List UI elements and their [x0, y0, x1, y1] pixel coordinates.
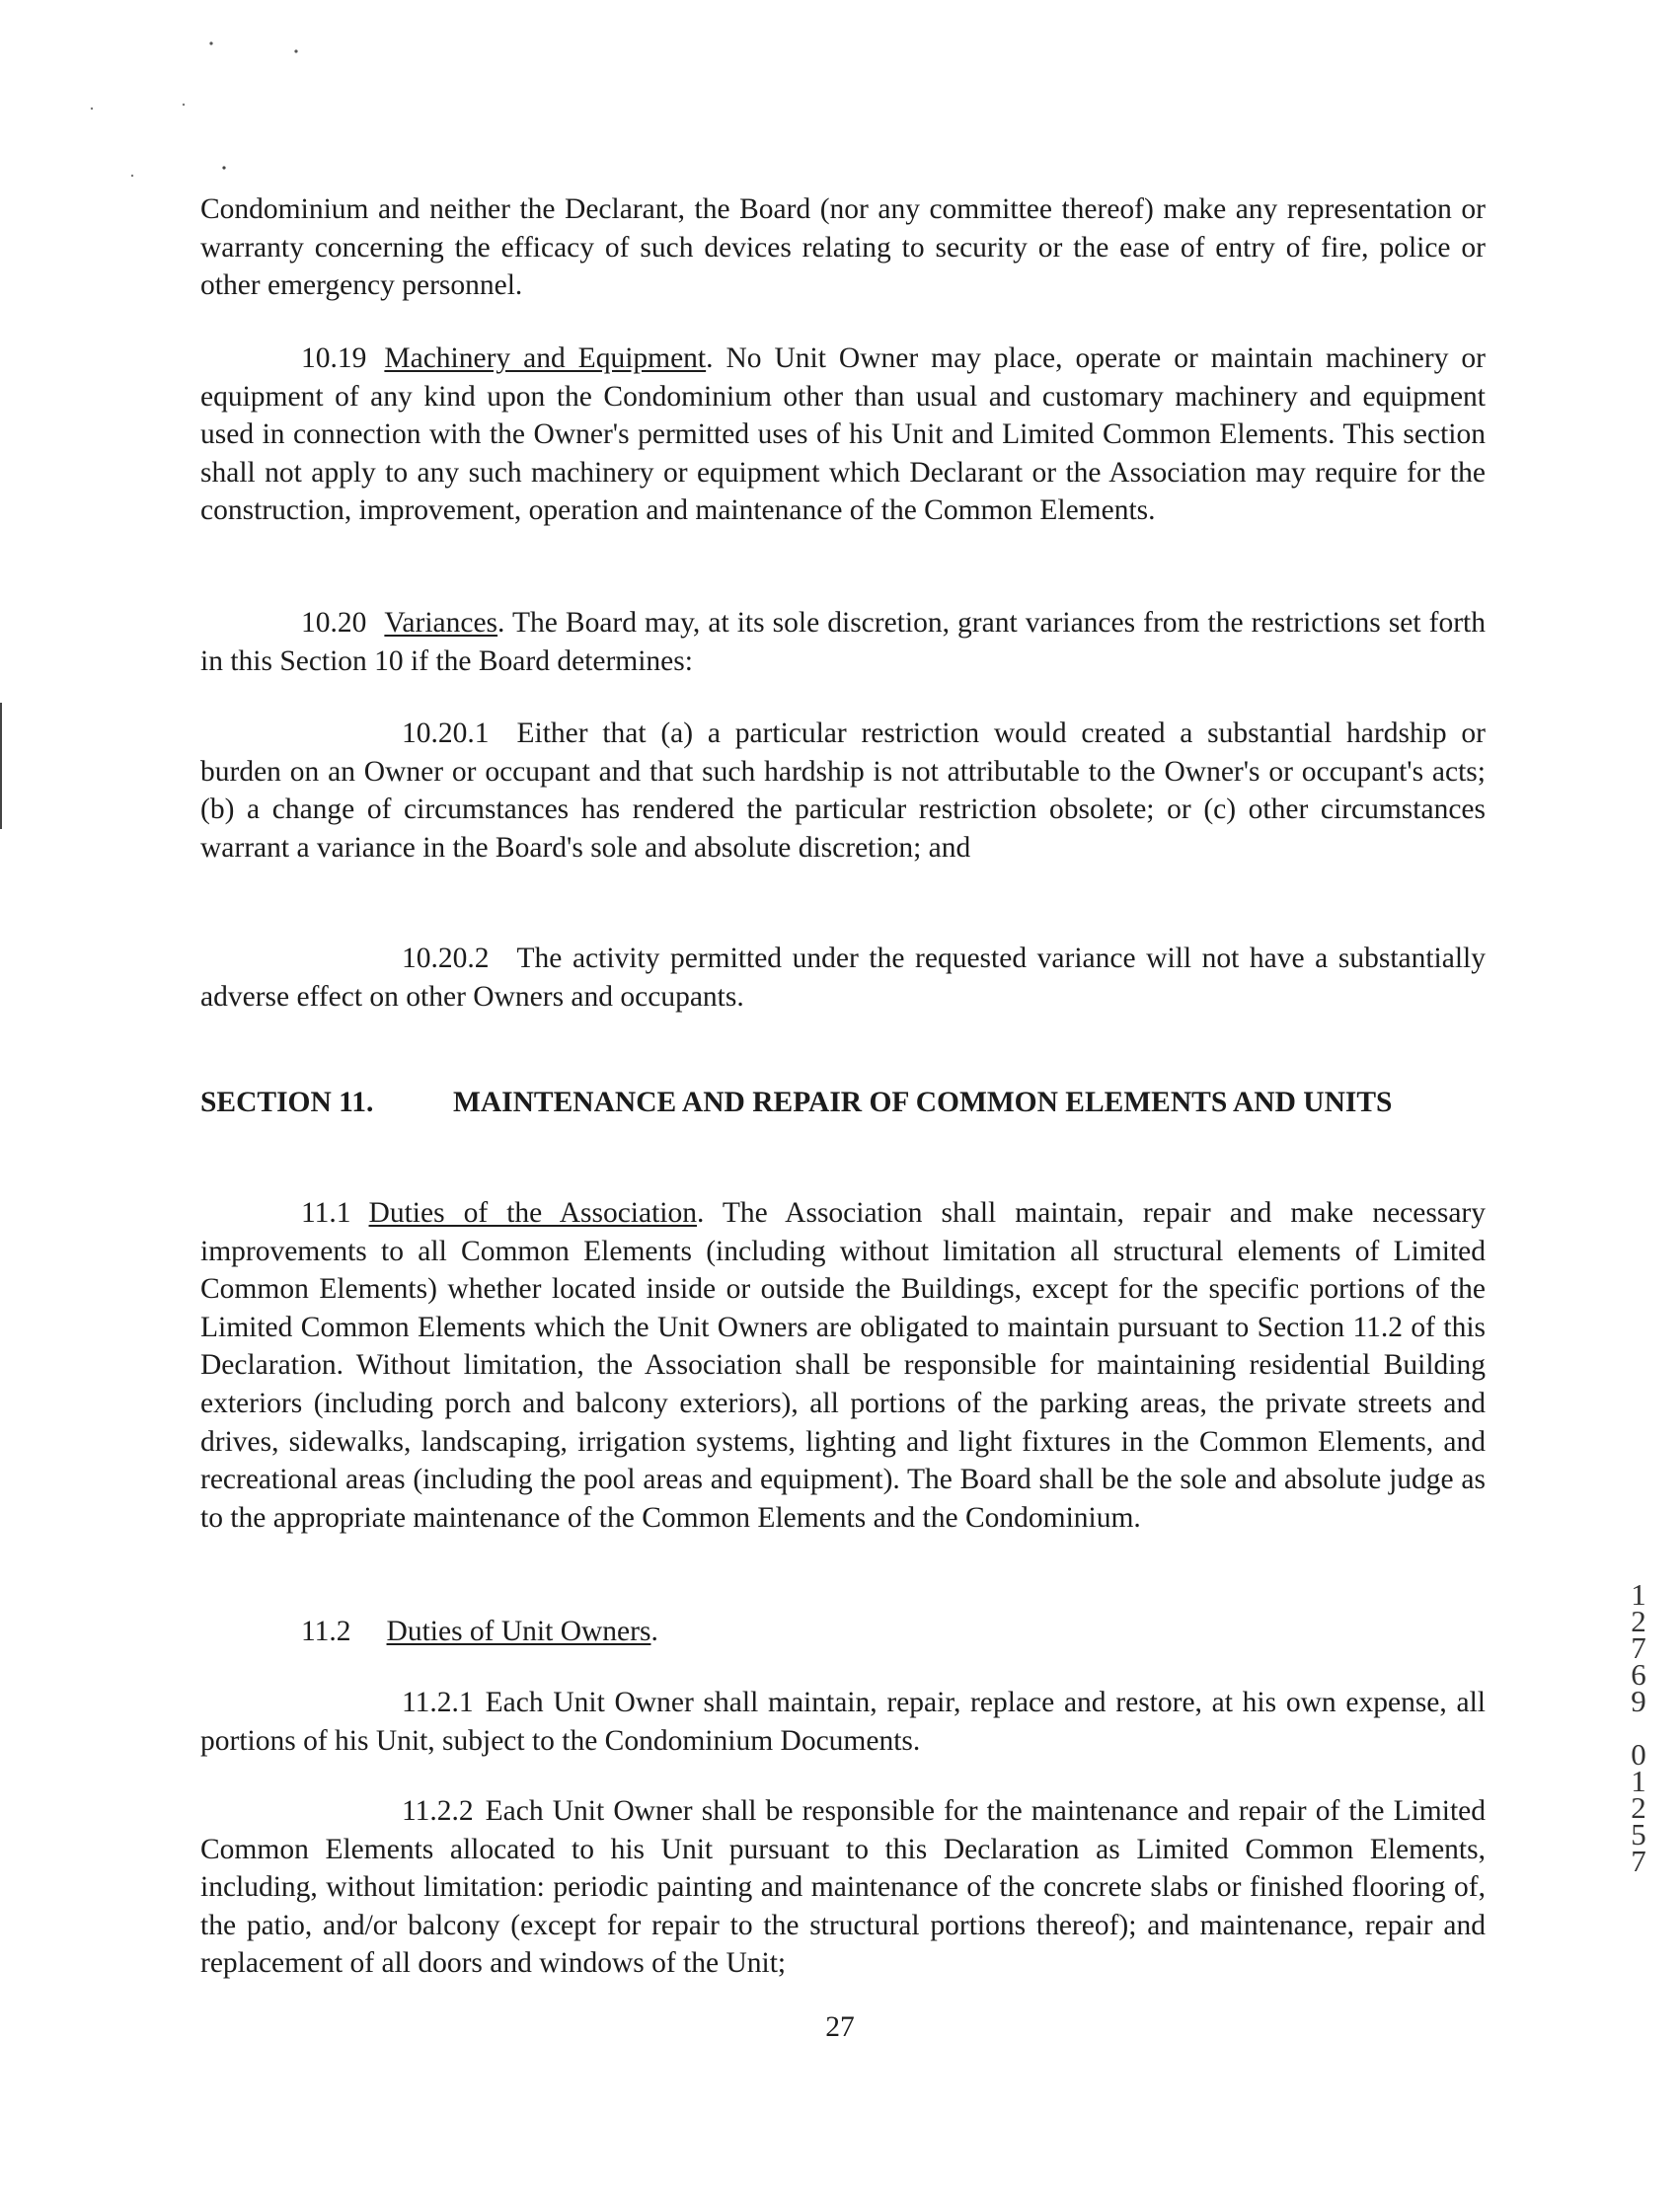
- stamp-digit: 5: [1631, 1817, 1646, 1851]
- section-10-20-2: [200, 940, 1486, 1016]
- section-text: Either that (a) a particular restriction would created a substantial hardship or burden on an Owner or occupant and that such hardship is not attributable to the Owner's or occupant's acts; (b) a change of circumstances has rendered the particular restriction obsolete; or (c) other circumstances warrant a variance in the Board's sole and absolute discretion; and: [200, 718, 1486, 864]
- section-text: Each Unit Owner shall maintain, repair, replace and restore, at his own expense, all portions of his Unit, subject to the Condominium Documents.: [200, 1687, 1486, 1757]
- section-text: Each Unit Owner shall be responsible for the maintenance and repair of the Limited Common Elements allocated to his Unit pursuant to this Declaration as Limited Common Elements, including, without limitation: periodic painting and maintenance of the concrete slabs or finished flooring of, the patio, and/or balcony (except for repair to the structural portions thereof); and maintenance, repair and replacement of all doors and windows of the Unit;: [200, 1795, 1486, 1980]
- stamp-digit: 1: [1631, 1764, 1646, 1798]
- stamp-digit: 6: [1631, 1657, 1646, 1692]
- section-title: Duties of Unit Owners: [386, 1616, 651, 1647]
- section-number: 10.20.1: [402, 718, 490, 749]
- paragraph-continuation: [200, 190, 1486, 305]
- stamp-digit: 2: [1631, 1604, 1646, 1638]
- section-number: 11.2.1: [402, 1687, 474, 1718]
- stamp-digit: 1: [1631, 1577, 1646, 1612]
- paragraph-text: Condominium and neither the Declarant, the Board (nor any committee thereof) make any representation or warranty concerning the efficacy of such devices relating to security or the ease of entry of fire, police or other emergency personnel.: [200, 193, 1486, 302]
- section-text: The activity permitted under the requested variance will not have a substantially adverse effect on other Owners and occupants.: [200, 943, 1486, 1013]
- stamp-digit: 9: [1631, 1684, 1646, 1718]
- page-number: 27: [825, 2011, 855, 2043]
- stamp-digit: 0: [1631, 1737, 1646, 1772]
- section-title: Variances: [384, 607, 498, 639]
- stamp-digit: 7: [1631, 1844, 1646, 1878]
- section-11-2-1: [200, 1684, 1486, 1760]
- stamp-digit: 7: [1631, 1630, 1646, 1665]
- section-number: 11.2.2: [402, 1795, 474, 1827]
- section-number: 10.20.2: [402, 943, 490, 974]
- section-text: . No Unit Owner may place, operate or maintain machinery or equipment of any kind upon the Condominium other than usual and customary machinery and equipment used in connection with the Owner's permitted uses of his Unit and Limited Common Elements. This section shall not apply to any such machinery or equipment which Declarant or the Association may require for the construction, improvement, operation and maintenance of the Common Elements.: [200, 342, 1486, 527]
- section-11-1: [200, 1194, 1486, 1537]
- section-number: 11.2: [301, 1616, 351, 1647]
- margin-recording-stamp: [1619, 1577, 1658, 1878]
- section-text: .: [650, 1616, 658, 1647]
- stamp-digit: 2: [1631, 1790, 1646, 1825]
- section-number: 10.19: [301, 342, 367, 374]
- section-11-2: [200, 1613, 1486, 1651]
- section-title: Duties of the Association: [368, 1197, 697, 1229]
- section-title: Machinery and Equipment: [384, 342, 707, 374]
- section-number: 10.20: [301, 607, 367, 639]
- section-10-20-1: [200, 715, 1486, 867]
- section-text: . The Board may, at its sole discretion, grant variances from the restrictions set forth in this Section 10 if the Board determines:: [200, 607, 1486, 677]
- section-text: . The Association shall maintain, repair and make necessary improvements to all Common Elements (including without limitation all structural elements of Limited Common Elements) whether located inside or outside the Buildings, except for the specific portions of the Limited Common Elements which the Unit Owners are obligated to maintain pursuant to Section 11.2 of this Declaration. Without limitation, the Association shall be responsible for maintaining residential Building exteriors (including porch and balcony exteriors), all portions of the parking areas, the private streets and drives, sidewalks, landscaping, irrigation systems, lighting and light fixtures in the Common Elements, and recreational areas (including the pool areas and equipment). The Board shall be the sole and absolute judge as to the appropriate maintenance of the Common Elements and the Condominium.: [200, 1197, 1486, 1534]
- section-10-20: [200, 604, 1486, 680]
- section-label: SECTION 11.: [200, 1087, 374, 1118]
- section-11-2-2: [200, 1792, 1486, 1983]
- section-11-heading: [200, 1084, 1486, 1163]
- section-10-19: [200, 340, 1486, 530]
- section-number: 11.1: [301, 1197, 351, 1229]
- section-title: MAINTENANCE AND REPAIR OF COMMON ELEMENTS AND UNITS: [453, 1087, 1393, 1118]
